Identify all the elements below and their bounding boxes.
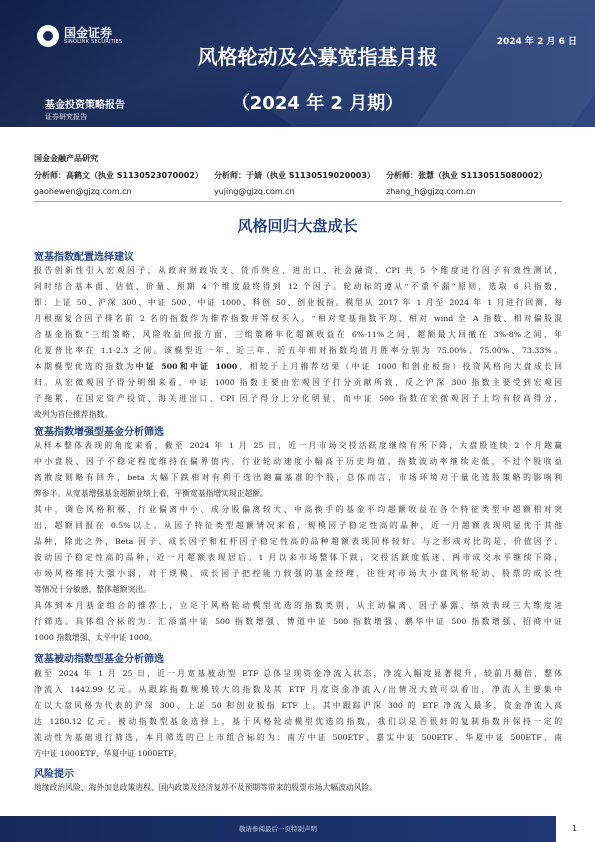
analyst-2-name: 分析师：于婧（执业 S1130519020003） bbox=[214, 171, 375, 180]
body-line: 波动因子稳定性高的品种，近一月超额表现居后。1 月以来市场整体下跌，交投活跃度低迷，两市成交水平继续下降， bbox=[34, 553, 562, 562]
report-header-banner bbox=[0, 0, 595, 127]
report-headline: 风格回归大盘成长 bbox=[237, 217, 358, 235]
body-line: 离散度则略有回升，beta 大幅下跌相对有利于选出跑赢基准的个股，总体而言，市场环境对于量化选股策略的影响利 bbox=[34, 473, 562, 482]
report-subtitle: （2024 年 2 月期） bbox=[231, 93, 404, 114]
section-body bbox=[34, 666, 562, 762]
section-body bbox=[34, 263, 562, 423]
recommended-indices: 中证 500和中证 1000 bbox=[135, 362, 238, 371]
analyst-1-name: 分析师：高鹤文（执业 S1130523070002） bbox=[34, 171, 203, 180]
body-line: 流动性为基础进行筛选，本月筛选的已上市组合标的为：南方中证 500ETF、嘉实中证 500ETF、华夏中证 500ETF、南 bbox=[34, 733, 562, 742]
body-line: 其中，调仓风格积极、行业偏离中小、成分股偏离较大、中高换手的基金平均超额收益在各个特征类型中超额相对突 bbox=[34, 505, 562, 514]
report-category: 基金投资策略报告 bbox=[45, 100, 125, 111]
body-text: ，相较于上月推荐结果（中证 1000 和创业板指）投资风格向大盘成长回 bbox=[237, 362, 562, 371]
body-line: 1000 指数增强、太平中证 1000。 bbox=[34, 633, 157, 642]
report-title: 风格轮动及公募宽指基月报 bbox=[197, 45, 438, 69]
body-line: 报告创新性引入宏观因子，从政府财政收支、货币供应、进出口、社会融资、CPI 共 5 个维度进行因子有效性测试， bbox=[34, 266, 562, 275]
section-body bbox=[34, 438, 562, 646]
body-line: 化夏普比率在 1.1-2.3 之间。该模型近一年、近三年、近五年相对指数均值月胜率分别为 75.00%、75.00%、73.33%。 bbox=[34, 346, 562, 355]
body-line: 出，超额回报在 0.5%以上。从因子特征类型超额情况来看，规模因子稳定性高的品种，近一月超额表现明显优于其他 bbox=[34, 521, 562, 530]
body-line: 截至 2024 年 1 月 25 日，近一月宽基被动型 ETF 总体呈现资金净流入状态，净流入幅度显著提升，较前月翻倍，整体 bbox=[34, 669, 562, 678]
section-title: 风险提示 bbox=[34, 769, 74, 780]
body-line: 地缘政治风险、海外加息政策进程、国内政策及经济复苏不及预期等带来的股票市场大幅波动风险。 bbox=[34, 783, 378, 792]
body-line: 品种，除此之外，Beta 因子、成长因子和杠杆因子稳定性高的品种超额表现同样较好。与之形成对比的是，价值因子、 bbox=[34, 537, 562, 546]
report-date: 2024 年 2 月 6 日 bbox=[496, 37, 577, 47]
body-line: 故列为首位推荐指数。 bbox=[34, 410, 112, 419]
analyst-2-email[interactable]: yujing@gjzq.com.cn bbox=[214, 187, 295, 196]
logo-cn-text: 国金证券 bbox=[64, 26, 113, 40]
body-line: 即：上证 50、沪深 300、中证 500、中证 1000、科创 50、创业板指。模型从 2017 年 1 月至 2024 年 1 月进行回测，每 bbox=[34, 298, 562, 307]
body-line: 市场风格维持大强小弱，对于规模、成长因子把控能力较强的基金经理，往往对市场大小盘风格轮动、股票的成长性 bbox=[34, 569, 562, 578]
body-line: 中小盘股、因子不稳定程度维持在偏界值内，行业轮动速度小幅高于历史均值，指数波动率继续走低，不过个股收益 bbox=[34, 457, 562, 466]
body-line: 同时结合基本面、估值、价量、预期 4 个维度最终得到 12 个因子。轮动标的遵从“不重不漏”原则，选取 6 只指数， bbox=[34, 282, 562, 291]
body-line: 方中证 1000ETF、华夏中证 1000ETF。 bbox=[34, 749, 182, 758]
analyst-3-name: 分析师：张慧（执业 S1130515080002） bbox=[386, 171, 547, 180]
body-line: 具体到本月基金组合的推荐上，立足于风格轮动模型优选的指数类别，从主动偏离、因子暴露、绩效表现三大维度进 bbox=[34, 601, 562, 610]
body-line: 合基金指数”三组策略，风险收益回报方面，三组策略年化超额收益在 6%-11%之间，超额最大回撤在 3%-8%之间，年 bbox=[34, 330, 562, 339]
body-line: 达 1280.12 亿元。被动指数型基金选择上，基于风格轮动模型优选的指数，我们以是否很好的复制指数并保持一定的 bbox=[34, 717, 562, 726]
body-line: 净流入 1442.99 亿元。从跟踪指数规模较大的指数及其 ETF 月度资金净流入/出情况大致可以看出，净流入主要集中 bbox=[34, 685, 562, 694]
section-title: 宽基被动指数型基金分析筛选 bbox=[34, 654, 164, 665]
body-line: 行筛选。具体组合标的为：汇添富中证 500 指数增强、博道中证 500 指数增强、鹏华中证 500 指数增强、招商中证 bbox=[34, 617, 562, 626]
divider bbox=[34, 201, 562, 202]
analyst-1-email[interactable]: gaohewen@gjzq.com.cn bbox=[34, 187, 132, 196]
section-body bbox=[34, 780, 562, 796]
body-line: 弊参半。从宽基增强基金超额业绩上看，平衡宽基指增实现正超额。 bbox=[34, 489, 268, 498]
body-text: 本期模型优选的指数为 bbox=[34, 362, 136, 371]
body-line bbox=[34, 359, 562, 375]
body-line: 子拖累，在国定资产投资、海关进出口、CPI 因子得分上分化明显，而中证 500 指数在宏微观因子上均有较高得分， bbox=[34, 394, 562, 403]
body-line: 从样本整体表现的角度来看，截至 2024 年 1 月 25 日，近一月市场交投活跃度继续有所下降，大盘股连续 2 个月跑赢 bbox=[34, 441, 562, 450]
footer-disclaimer[interactable]: 敬请参阅最后一页特别声明 bbox=[239, 825, 317, 833]
body-line: 月根据复合因子排名前 2 名的指数作为推荐指数并等权买入。“相对宽基指数平均、相对 wind 全 A 指数、相对偏股混 bbox=[34, 314, 562, 323]
page-number: 1 bbox=[572, 824, 578, 833]
body-line: 归。从宏微观因子得分明细来看，中证 1000 指数主要由宏观因子打分贡献所致，反之沪深 300 指数主要受到宏观因 bbox=[34, 378, 562, 387]
logo-en-text: SINOLINK SECURITIES bbox=[64, 39, 123, 45]
report-type: 证券研究报告 bbox=[45, 113, 87, 121]
body-line: 在以大盘风格为代表的沪深 300、上证 50 和创业板指 ETF 上，其中跟踪沪深 300 的 ETF 净流入最多，资金净流入高 bbox=[34, 701, 562, 710]
section-title: 宽基指数配置选择建议 bbox=[34, 252, 134, 263]
section-title: 宽基指数增强型基金分析筛选 bbox=[34, 427, 164, 438]
analyst-3-email[interactable]: zhang_h@gjzq.com.cn bbox=[386, 187, 476, 196]
body-line: 等情况十分敏感，整体超额突出。 bbox=[34, 585, 151, 594]
research-team: 国金金融产品研究 bbox=[34, 154, 98, 163]
